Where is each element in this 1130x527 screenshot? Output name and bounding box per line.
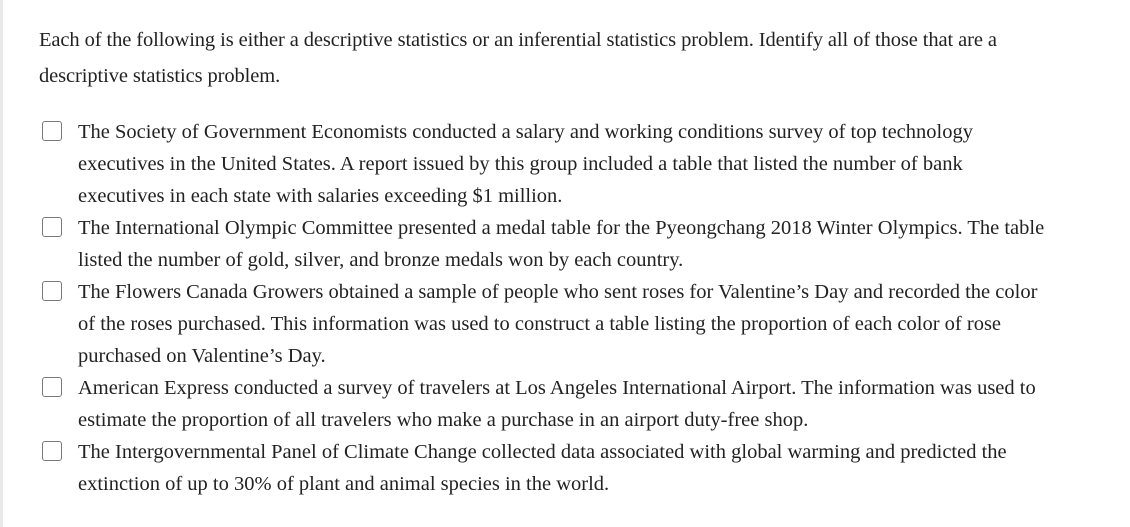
option-4-checkbox[interactable] <box>42 377 62 397</box>
option-1-checkbox[interactable] <box>42 121 62 141</box>
option-text-line: The Flowers Canada Growers obtained a sample of people who sent roses for Valentine’s Day and recorded the color <box>78 281 1038 303</box>
option-3-checkbox[interactable] <box>42 281 62 301</box>
option-2-text[interactable] <box>78 212 1130 276</box>
option-text-line: listed the number of gold, silver, and bronze medals won by each country. <box>78 249 684 271</box>
option-5-text[interactable] <box>78 436 1130 500</box>
option-text-line: executives in the United States. A report issued by this group included a table that listed the number of bank <box>78 153 963 175</box>
option-1[interactable] <box>42 116 1130 212</box>
left-border <box>0 0 3 527</box>
option-text-line: American Express conducted a survey of travelers at Los Angeles International Airport. The information was used to <box>78 377 1036 399</box>
option-2-checkbox[interactable] <box>42 217 62 237</box>
option-text-line: executives in each state with salaries exceeding $1 million. <box>78 185 563 207</box>
answer-options-list <box>42 116 1130 500</box>
option-text-line: The International Olympic Committee presented a medal table for the Pyeongchang 2018 Winter Olympics. The table <box>78 217 1045 239</box>
option-3[interactable] <box>42 276 1130 372</box>
option-1-text[interactable] <box>78 116 1130 212</box>
question-line-1: Each of the following is either a descriptive statistics or an inferential statistics problem. Identify all of those that are a <box>39 29 997 51</box>
question-line-2: descriptive statistics problem. <box>39 65 281 87</box>
option-4-text[interactable] <box>78 372 1130 436</box>
option-3-text[interactable] <box>78 276 1130 372</box>
question-prompt <box>39 22 1119 94</box>
option-text-line: The Intergovernmental Panel of Climate Change collected data associated with global warming and predicted the <box>78 441 1007 463</box>
option-2[interactable] <box>42 212 1130 276</box>
option-4[interactable] <box>42 372 1130 436</box>
option-text-line: extinction of up to 30% of plant and animal species in the world. <box>78 473 610 495</box>
option-text-line: purchased on Valentine’s Day. <box>78 345 326 367</box>
option-text-line: The Society of Government Economists conducted a salary and working conditions survey of top technology <box>78 121 973 143</box>
option-5[interactable] <box>42 436 1130 500</box>
option-text-line: estimate the proportion of all travelers who make a purchase in an airport duty-free shop. <box>78 409 809 431</box>
option-text-line: of the roses purchased. This information was used to construct a table listing the proportion of each color of rose <box>78 313 1002 335</box>
option-5-checkbox[interactable] <box>42 441 62 461</box>
